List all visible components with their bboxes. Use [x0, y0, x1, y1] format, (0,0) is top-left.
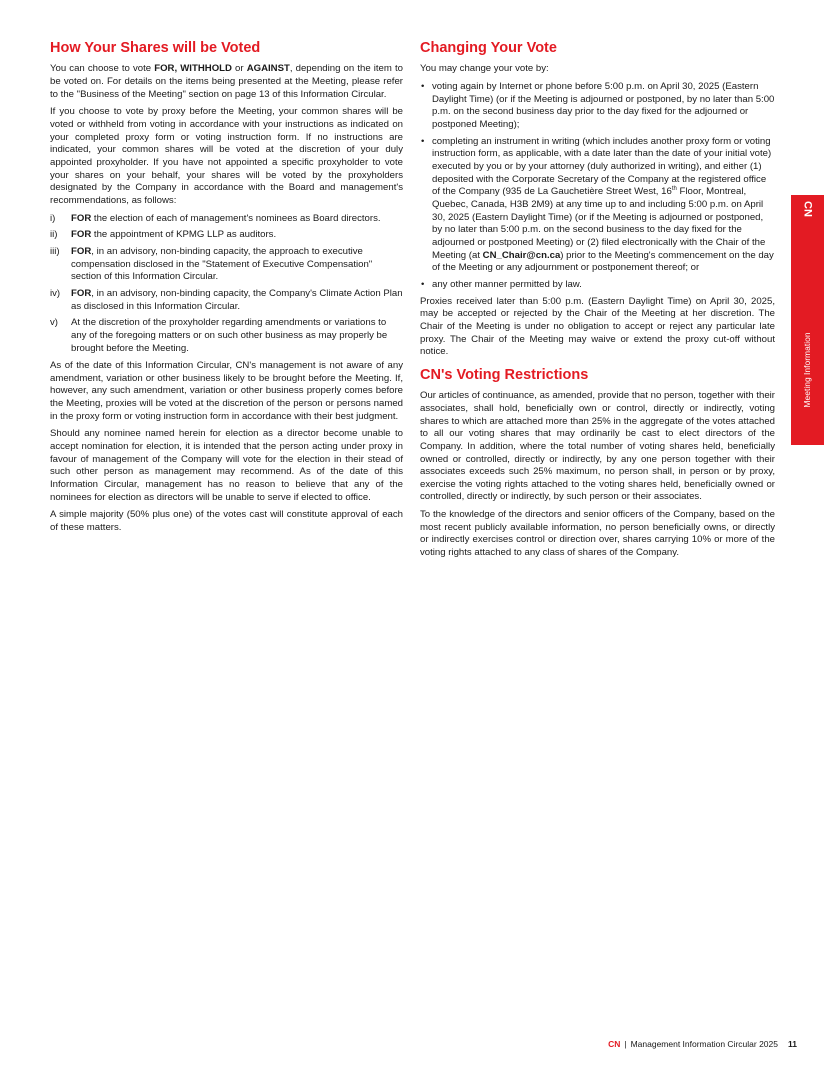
- bullet-dot-icon: •: [421, 278, 425, 290]
- bullet-dot-icon: •: [421, 135, 425, 147]
- bold-run: FOR: [71, 229, 92, 241]
- list-item-text: , in an advisory, non-binding capacity, the approach to executive compensation disclosed in the "Statement of Executive Compensation" section of this Information Circular.: [71, 245, 373, 283]
- list-item: [420, 81, 775, 132]
- list-item-text: the appointment of KPMG LLP as auditors.: [91, 229, 277, 241]
- footer-brand: CN: [608, 1039, 621, 1049]
- page-number: 11: [788, 1039, 797, 1049]
- bold-run: FOR: [71, 287, 92, 299]
- list-item: [50, 246, 403, 284]
- management-awareness-paragraph: As of the date of this Information Circular, CN's management is not aware of any amendment, variation or other business likely to be brought before the Meeting. If, however, any such amendment, variation or other business properly comes before the Meeting, proxies will be voted at the discretion of the person or persons named in the proxy form or voting instruction form in accordance with their best judgment.: [50, 360, 403, 422]
- late-proxies-paragraph: Proxies received later than 5:00 p.m. (Eastern Daylight Time) on April 30, 2025, may be accepted or rejected by the Chair of the Meeting at her discretion. The Chair of the Meeting is under no obligation to accept or reject any particular late proxy. The Chair of the Meeting may waive or extend the proxy cut-off without notice.: [420, 295, 775, 358]
- list-item: [420, 136, 775, 275]
- list-marker: v): [50, 317, 58, 329]
- majority-paragraph: A simple majority (50% plus one) of the votes cast will constitute approval of each of these matters.: [50, 509, 403, 534]
- chair-email-link[interactable]: CN_Chair@cn.ca: [482, 249, 561, 261]
- list-item: [50, 317, 403, 355]
- changing-vote-intro: You may change your vote by:: [420, 63, 549, 75]
- list-item-text: any other manner permitted by law.: [432, 278, 582, 290]
- voting-options-paragraph: [50, 63, 403, 101]
- right-column: [420, 40, 775, 565]
- page-footer: [608, 1039, 797, 1049]
- list-marker: iv): [50, 287, 61, 299]
- list-item-text: voting again by Internet or phone before 5:00 p.m. on April 30, 2025 (Eastern Daylight Time) (or if the Meeting is adjourned or postponed, by no later than 5:00 p.m. on the second business day prior to the day fixed for the adjourned or postponed Meeting);: [432, 81, 775, 131]
- list-item-text: completing an instrument in writing (which includes another proxy form or voting instruction form, as applicable, with a date later than the date of your initial vote) executed by you or by your attorney (duly authorized in writing), and either (1) deposited with the Corporate Secretary of the Company at the registered office of the Company (935 de La Gauchetière Street West, 16: [432, 135, 772, 198]
- bold-run: AGAINST: [246, 63, 290, 75]
- ordinal-superscript: th: [671, 186, 677, 193]
- articles-paragraph: Our articles of continuance, as amended, provide that no person, together with their associates, shall hold, beneficially own or control, directly or indirectly, voting shares to which are attached more than 25% in the aggregate of the votes attached to all our voting shares that may ordinarily be cast to elect directors of the Company. In addition, where the total number of voting shares held, beneficially owned or controlled, directly or indirectly, by any one person together with their associates exceeds such 25% maximum, no person shall, in person or by proxy, exercise the voting rights attached to the voting shares held, beneficially owned or controlled, directly or indirectly, by such person or their associates.: [420, 390, 775, 503]
- list-item: [50, 229, 403, 242]
- section-side-tab[interactable]: [791, 195, 824, 445]
- side-tab-label: Meeting Information: [802, 332, 812, 408]
- list-item: [420, 279, 775, 292]
- nominee-paragraph: Should any nominee named herein for election as a director become unable to accept nomination for election, it is intended that the person acting under proxy in favour of management of the Company will vote for the election in their stead of such other person as management may recommend. As of the date of this Information Circular, management has no reason to believe that any of the nominees for election as directors will be unable to serve if elected to office.: [50, 428, 403, 503]
- knowledge-paragraph: To the knowledge of the directors and senior officers of the Company, based on the most recent publicly available information, no person beneficially owns, or directly or indirectly exercises control or direction over, shares carrying 10% or more of the voting rights attached to any class of shares of the Company.: [420, 509, 775, 559]
- list-item-text: , in an advisory, non-binding capacity, the Company's Climate Action Plan as disclosed in this Information Circular.: [71, 287, 403, 312]
- list-item: [50, 288, 403, 313]
- text-run: , depending on the item to be voted on. For details on the items being presented at the Meeting, please refer to the "Business of the Meeting" section on page 13 of this Information Circular.: [50, 63, 403, 100]
- bold-run: FOR, WITHHOLD: [154, 63, 232, 75]
- section-title-how-shares-voted: How Your Shares will be Voted: [50, 40, 261, 56]
- bold-run: FOR: [71, 245, 92, 257]
- proxy-voting-paragraph: If you choose to vote by proxy before the Meeting, your common shares will be voted or withheld from voting in accordance with your instructions as indicated on your completed proxy form or voting instruction form. If no instructions are indicated, your common shares will be voted at the discretion of your duly appointed proxyholder. If you have not appointed a specific proxyholder to vote your shares on your behalf, your shares will be voted by the proxyholders designated by the Company in accordance with the Board and management's recommendations, as follows:: [50, 106, 403, 206]
- footer-separator: |: [624, 1039, 627, 1049]
- list-item-text: the election of each of management's nominees as Board directors.: [91, 212, 381, 224]
- list-item: [50, 213, 403, 226]
- section-title-voting-restrictions: CN's Voting Restrictions: [420, 366, 589, 383]
- cn-logo-icon: CN: [801, 201, 814, 217]
- footer-doc-title: Management Information Circular 2025: [630, 1039, 778, 1049]
- list-marker: i): [50, 212, 56, 224]
- change-vote-list: [420, 81, 775, 292]
- list-marker: ii): [50, 229, 58, 241]
- list-item-text: ) prior to the Meeting's commencement on the day of the Meeting or any adjournment or postponement thereof; or: [432, 249, 774, 274]
- bullet-dot-icon: •: [421, 81, 425, 93]
- left-column: [50, 40, 403, 540]
- text-run: or: [231, 63, 247, 75]
- list-item-text: Floor, Montreal, Quebec, Canada, H3B 2M9) at any time up to and including 5:00 p.m. on April 30, 2025 (Eastern Daylight Time) (or if the Meeting is adjourned or postponed, by no later than 5:00 p.m. on the second business to the day fixed for the adjourned or postponed Meeting) or (2) filed electronically with the Chair of the Meeting (at: [432, 186, 766, 261]
- list-item-text: At the discretion of the proxyholder regarding amendments or variations to any of the foregoing matters or on such other business as may properly be brought before the Meeting.: [71, 317, 388, 354]
- recommendations-list: [50, 213, 403, 356]
- section-title-changing-vote: Changing Your Vote: [420, 40, 557, 56]
- bold-run: FOR: [71, 212, 92, 224]
- list-marker: iii): [50, 245, 60, 257]
- text-run: You can choose to vote: [50, 63, 155, 75]
